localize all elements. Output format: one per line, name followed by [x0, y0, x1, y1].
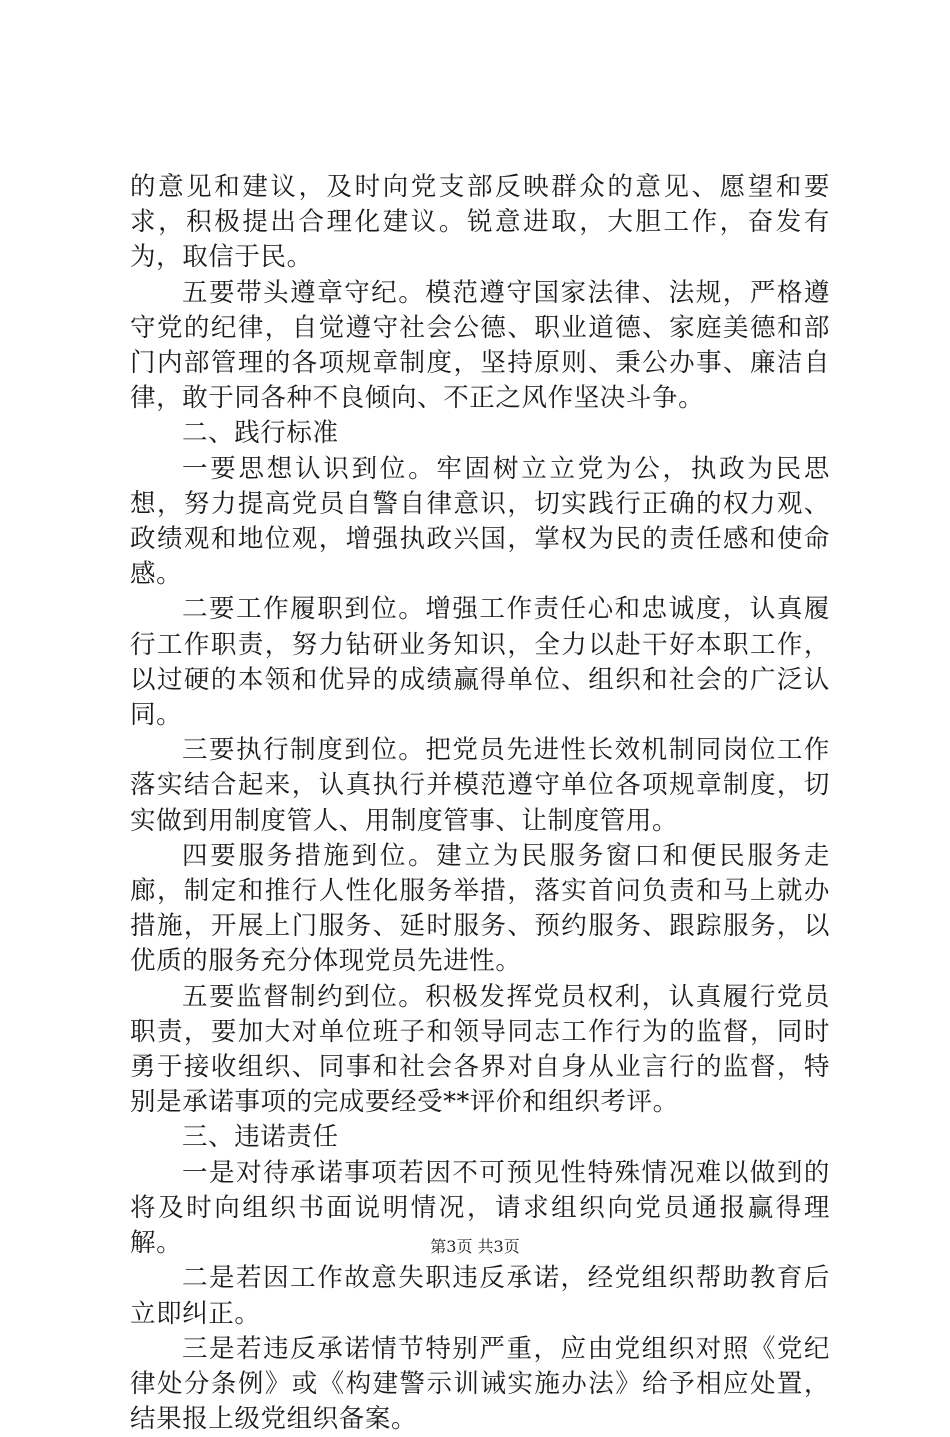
- paragraph: 三、违诺责任: [182, 1122, 339, 1153]
- paragraph: 二要工作履职到位。增强工作责任心和忠诚度，认真履行工作职责，努力钻研业务知识，全力以赴干好本职工作，以过硬的本领和优异的成绩赢得单位、组织和社会的广泛认同。: [130, 594, 830, 731]
- paragraph: 三要执行制度到位。把党员先进性长效机制同岗位工作落实结合起来，认真执行并模范遵守单位各项规章制度，切实做到用制度管人、用制度管事、让制度管用。: [130, 735, 830, 836]
- paragraph: 四要服务措施到位。建立为民服务窗口和便民服务走廊，制定和推行人性化服务举措，落实首问负责和马上就办措施，开展上门服务、延时服务、预约服务、跟踪服务，以优质的服务充分体现党员先进性。: [130, 840, 830, 977]
- paragraph: 二是若因工作故意失职违反承诺，经党组织帮助教育后立即纠正。: [130, 1263, 830, 1329]
- paragraph: 一要思想认识到位。牢固树立立党为公，执政为民思想，努力提高党员自警自律意识，切实践行正确的权力观、政绩观和地位观，增强执政兴国，掌权为民的责任感和使命感。: [130, 453, 830, 590]
- page-footer: 第3页 共3页: [430, 1237, 520, 1256]
- paragraph: 五要带头遵章守纪。模范遵守国家法律、法规，严格遵守党的纪律，自觉遵守社会公德、职业道德、家庭美德和部门内部管理的各项规章制度，坚持原则、秉公办事、廉洁自律，敢于同各种不良倾向、不正之风作坚决斗争。: [130, 277, 830, 414]
- paragraph: 二、践行标准: [182, 418, 339, 449]
- paragraph: 一是对待承诺事项若因不可预见性特殊情况难以做到的将及时向组织书面说明情况，请求组织向党员通报赢得理解。: [130, 1157, 830, 1259]
- paragraph: 五要监督制约到位。积极发挥党员权利，认真履行党员职责，要加大对单位班子和领导同志工作行为的监督，同时勇于接收组织、同事和社会各界对自身从业言行的监督，特别是承诺事项的完成要经受**评价和组织考评。: [130, 981, 830, 1118]
- paragraph: 三是若违反承诺情节特别严重，应由党组织对照《党纪律处分条例》或《构建警示训诫实施办法》给予相应处置，结果报上级党组织备案。: [130, 1333, 830, 1435]
- paragraph: 的意见和建议，及时向党支部反映群众的意见、愿望和要求，积极提出合理化建议。锐意进取，大胆工作，奋发有为，取信于民。: [130, 172, 830, 273]
